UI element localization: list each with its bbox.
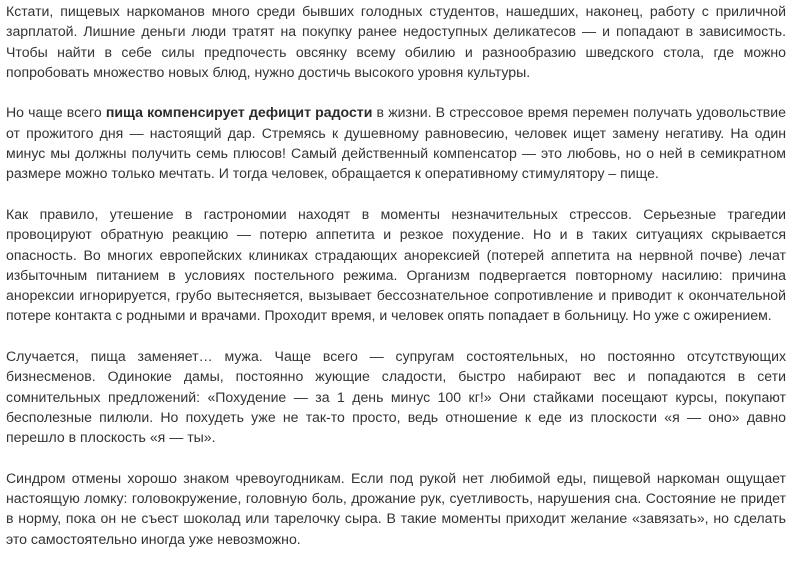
paragraph-students: Кстати, пищевых наркоманов много среди бывших голодных студентов, нашедших, наконец, работу с приличной зарплатой. Лишние деньги люди тратят на покупку ранее недоступных деликатесов — и попадают в зависимость. Чтобы найти в себе силы предпочесть овсянку всему обилию и разнообразию шведского стола, где можно попробовать множество новых блюд, нужно достичь высокого уровня культуры.: [6, 3, 786, 80]
paragraph-withdrawal-syndrome: Синдром отмены хорошо знаком чревоугодникам. Если под рукой нет любимой еды, пищевой наркоман ощущает настоящую ломку: головокружение, головную боль, дрожание рук, суетливость, нарушения сна. Состояние не придет в норму, пока он не съест шоколад или тарелочку сыра. В такие моменты приходит желание «завязать», но сделать это самостоятельно иногда уже невозможно.: [6, 469, 786, 547]
highlighted-phrase: пища компенсирует дефицит радости: [105, 104, 373, 121]
paragraph-food-compensates-joy: [6, 102, 786, 183]
paragraph-text-before: Но чаще всего: [6, 104, 106, 121]
paragraph-text-after: в жизни. В стрессовое время перемен получать удовольствие от прожитого дня — настоящий дар. Стремясь к душевному равновесию, человек ищет замену негативу. На один минус мы должны получить семь плюсов! Самый действенный компенсатор — это любовь, но о ней в семикратном размере можно только мечтать. И тогда человек, обращается к оперативному стимулятору – пище.: [6, 104, 786, 182]
paragraph-food-replaces-husband: Случается, пища заменяет… мужа. Чаще всего — супругам состоятельных, но постоянно отсутствующих бизнесменов. Одинокие дамы, постоянно жующие сладости, быстро набирают вес и попадаются в сети сомнительных предложений: «Похудение — за 1 день минус 100 кг!» Они стайками посещают курсы, покупают бесполезные пилюли. Но похудеть уже не так-то просто, ведь отношение к еде из плоскости «я — оно» давно перешло в плоскость «я — ты».: [6, 348, 786, 446]
paragraph-anorexia: Как правило, утешение в гастрономии находят в моменты незначительных стрессов. Серьезные трагедии провоцируют обратную реакцию — потерю аппетита и резкое похудение. Но и в таких ситуациях скрывается опасность. Во многих европейских клиниках страдающих анорексией (потерей аппетита на нервной почве) лечат избыточным питанием в условиях постельного режима. Организм подвергается повторному насилию: причина анорексии игнорируется, грубо вытесняется, вызывает бессознательное сопротивление и приводит к окончательной потере контакта с родными и врачами. Проходит время, и человек опять попадает в больницу. Но уже с ожирением.: [6, 205, 786, 324]
